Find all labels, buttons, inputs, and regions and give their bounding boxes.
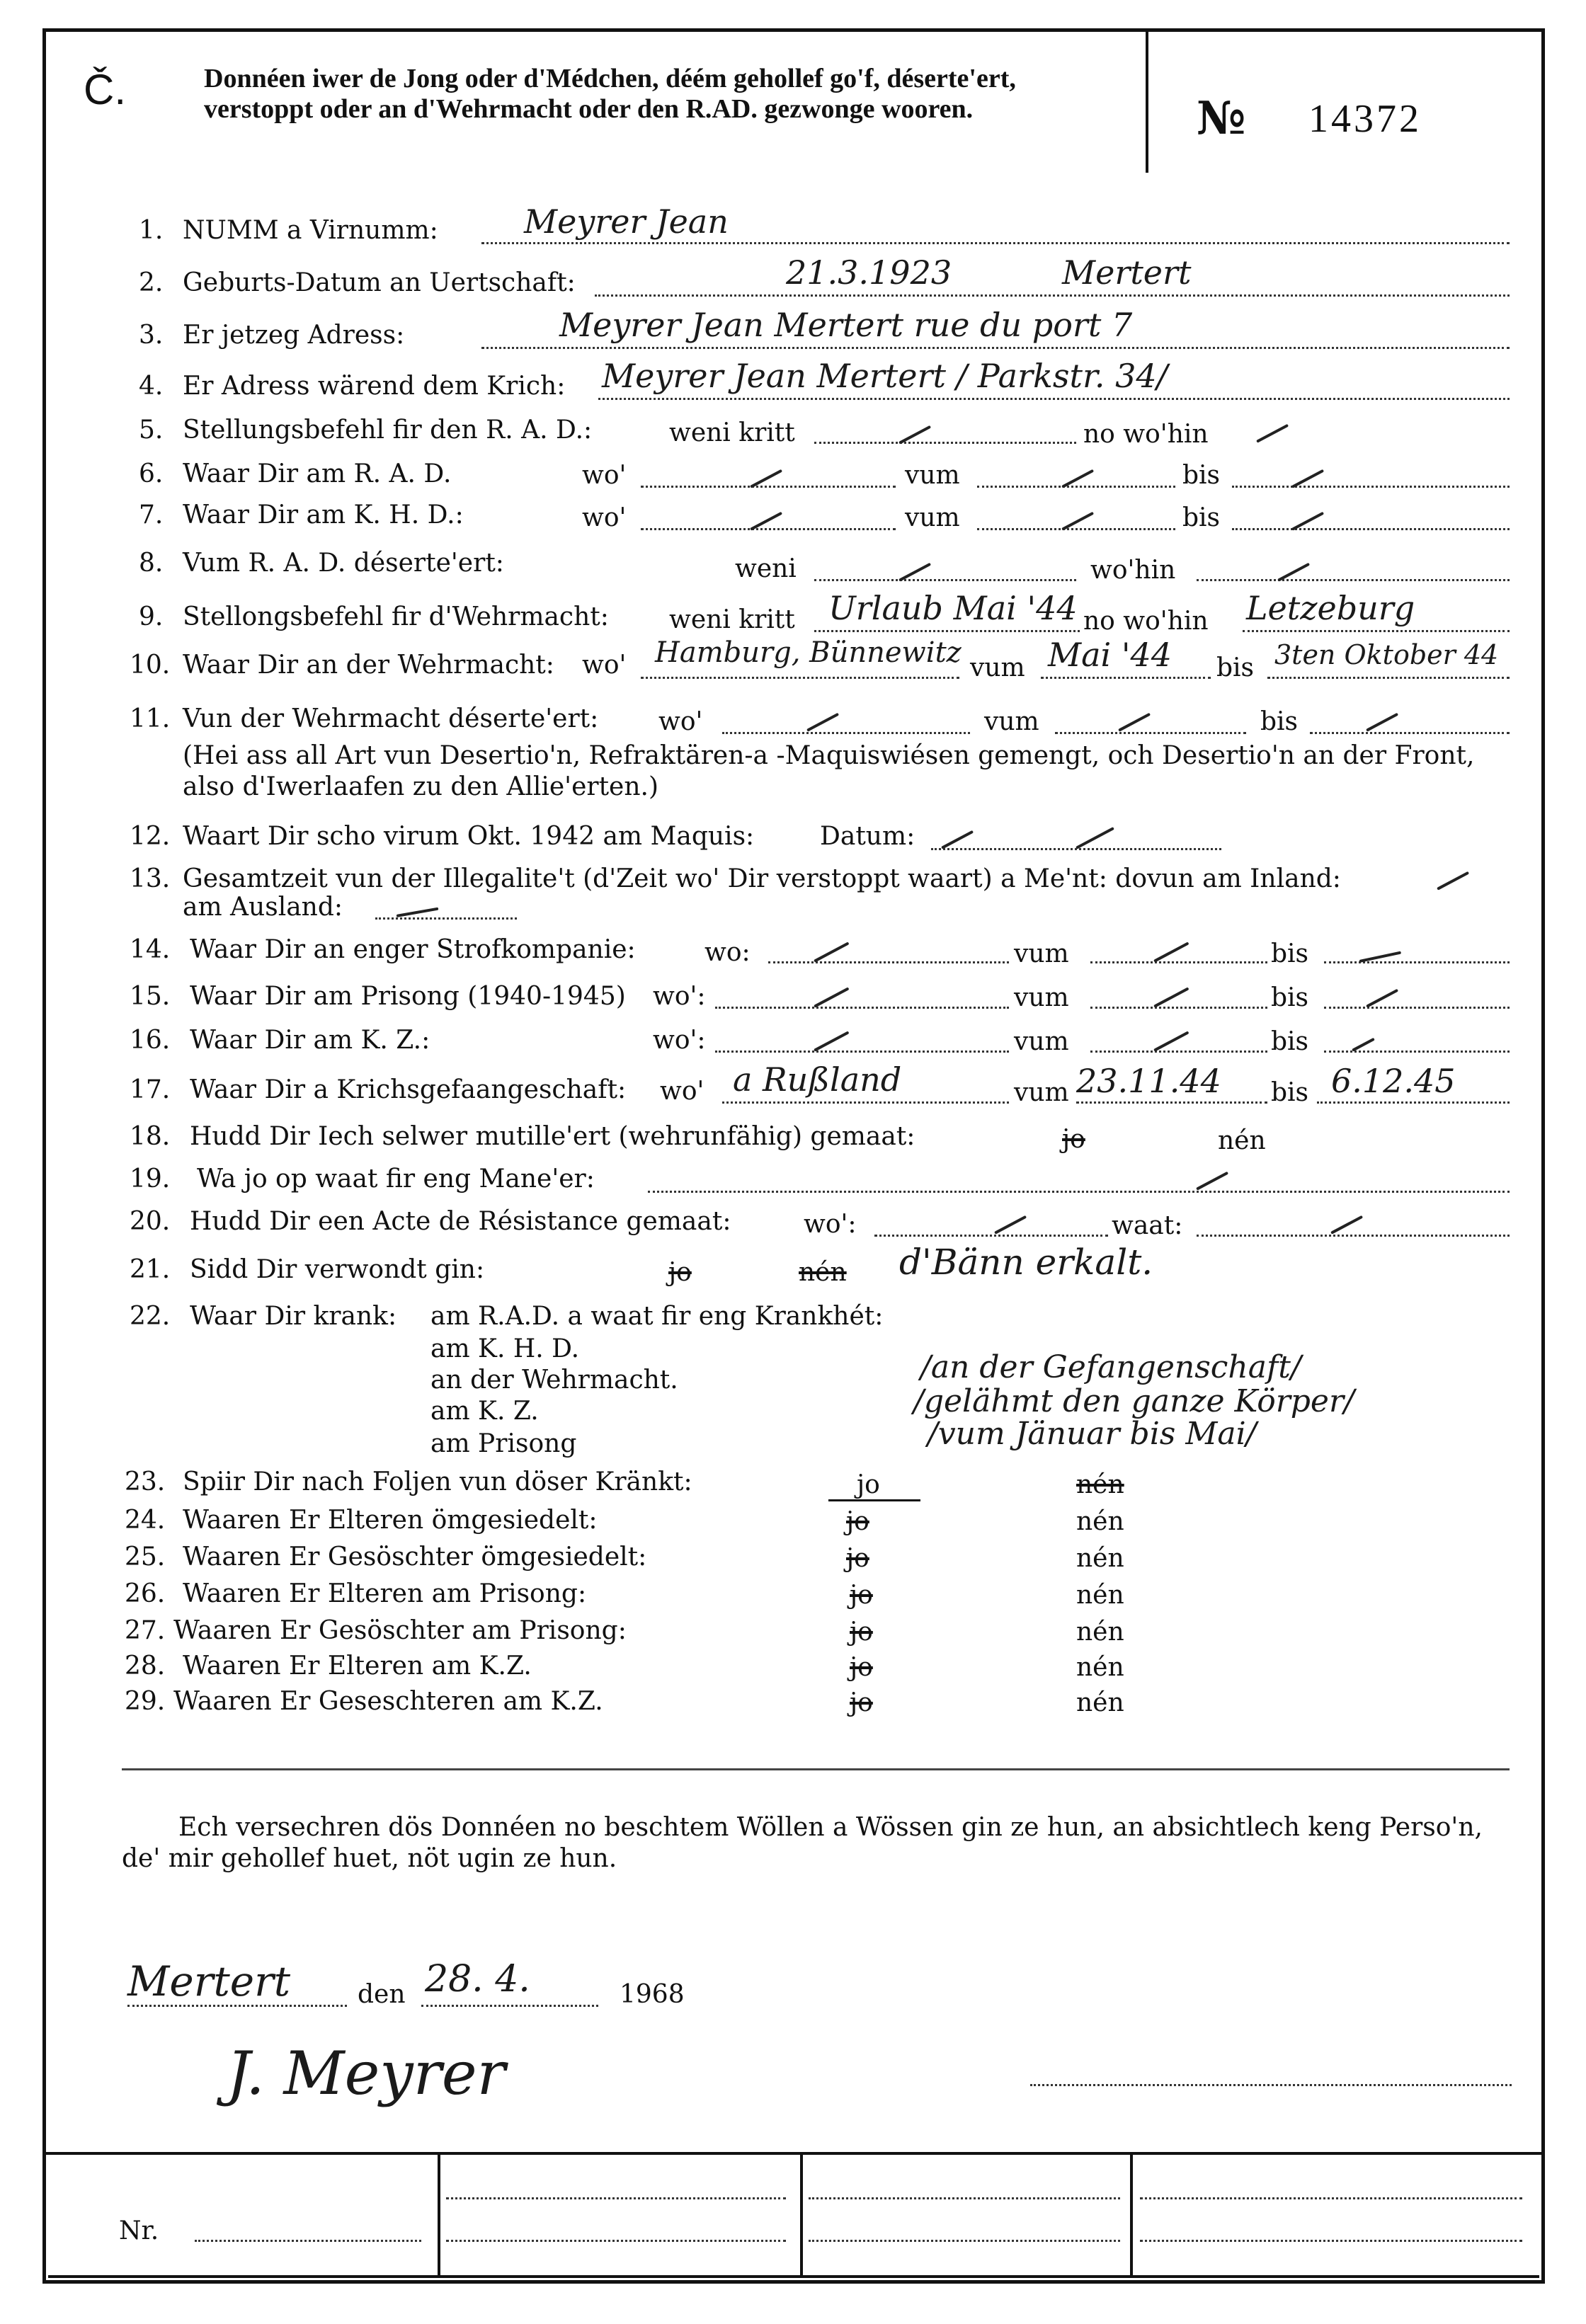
row-10-vum-line <box>1041 677 1211 679</box>
row-19-number: 19. <box>130 1164 171 1194</box>
declaration-text: Ech versechren dös Donnéen no beschtem Wöllen a Wössen gin ze hun, an absichtlech keng Perso'n, de' mir gehollef huet, nöt ugin ze hun. <box>122 1813 1483 1873</box>
row-7-wo-line <box>641 528 896 530</box>
row-22-value-line-1: /an der Gefangenschaft/ <box>920 1349 1301 1385</box>
row-9-where-value: Letzeburg <box>1246 589 1415 627</box>
row-19-line <box>648 1191 1510 1193</box>
row-7-bis-line <box>1232 528 1510 530</box>
row-14-number: 14. <box>130 935 171 964</box>
row-17-vum-value: 23.11.44 <box>1076 1062 1221 1100</box>
row-20-wo-line <box>874 1235 1108 1237</box>
row-17-number: 17. <box>130 1075 171 1104</box>
row-10-label: Waar Dir an der Wehrmacht: <box>183 651 554 680</box>
row-25-jo: jo <box>846 1544 869 1573</box>
row-13-abroad-line <box>375 917 517 920</box>
row-20-label: Hudd Dir een Acte de Résistance gemaat: <box>190 1207 731 1236</box>
row-11-label: Vun der Wehrmacht déserte'ert: <box>183 704 599 733</box>
row-7-number: 7. <box>139 500 164 530</box>
row-6-bis-line <box>1232 486 1510 488</box>
row-10-bis-value: 3ten Oktober 44 <box>1274 639 1499 670</box>
row-21-jo: jo <box>668 1258 692 1287</box>
row-14-wo: wo: <box>704 938 751 967</box>
row-8-where: wo'hin <box>1090 556 1176 585</box>
signing-den: den <box>358 1980 406 2009</box>
bottom-double-rule <box>48 2275 1539 2278</box>
row-6-vum: vum <box>905 461 960 490</box>
row-9-number: 9. <box>139 602 164 631</box>
row-20-wo: wo': <box>804 1210 857 1239</box>
footer-col-2 <box>800 2152 803 2278</box>
row-5-where-label: no wo'hin <box>1083 420 1209 449</box>
row-14-label: Waar Dir an enger Strofkompanie: <box>190 935 636 964</box>
row-6-vum-line <box>977 486 1175 488</box>
row-7-vum: vum <box>905 503 960 532</box>
row-2-birth-place: Mertert <box>1062 253 1192 292</box>
row-6-wo: wo' <box>582 461 627 490</box>
row-22-item-prisong: am Prisong <box>430 1429 577 1458</box>
row-16-bis: bis <box>1271 1027 1309 1056</box>
row-17-bis-line <box>1317 1101 1510 1104</box>
row-16-wo-line <box>715 1051 1009 1053</box>
header-text: Donnéen iwer de Jong oder d'Médchen, déém gehollef go'f, déserte'ert, verstoppt oder an d'Wehrmacht oder den R.AD. gezwonge wooren. <box>204 64 1016 124</box>
row-17-vum: vum <box>1014 1078 1069 1107</box>
header-divider <box>1146 31 1148 173</box>
row-11-bis-line <box>1310 732 1510 734</box>
row-11-wo-line <box>722 732 970 734</box>
row-22-value-line-3: /vum Jänuar bis Mai/ <box>928 1416 1257 1452</box>
row-6-number: 6. <box>139 459 164 488</box>
footer-col3-line-2 <box>809 2240 1120 2242</box>
row-12-date-label: Datum: <box>820 822 915 851</box>
row-12-label: Waart Dir scho virum Okt. 1942 am Maquis: <box>183 822 755 851</box>
row-7-wo: wo' <box>582 503 627 532</box>
row-26-nen: nén <box>1076 1581 1124 1610</box>
row-15-wo: wo': <box>653 982 706 1011</box>
row-5-number: 5. <box>139 416 164 445</box>
row-15-vum: vum <box>1014 983 1069 1012</box>
header-letter: Č. <box>84 66 126 113</box>
row-5-when-label: weni kritt <box>669 418 795 447</box>
row-14-wo-line <box>768 961 1009 963</box>
footer-col4-line-1 <box>1140 2197 1522 2199</box>
row-8-number: 8. <box>139 549 164 578</box>
section-divider <box>122 1768 1510 1770</box>
footer-col3-line-1 <box>809 2197 1120 2199</box>
row-2-label: Geburts-Datum an Uertschaft: <box>183 268 576 297</box>
row-1-name-value: Meyrer Jean <box>524 202 729 241</box>
row-16-vum: vum <box>1014 1027 1069 1056</box>
row-14-vum: vum <box>1014 939 1069 968</box>
row-7-vum-line <box>977 528 1175 530</box>
row-10-vum-value: Mai '44 <box>1048 636 1173 674</box>
row-3-line <box>481 347 1510 349</box>
row-10-vum: vum <box>970 653 1025 682</box>
row-16-number: 16. <box>130 1026 171 1055</box>
row-4-wartime-address: Meyrer Jean Mertert / Parkstr. 34/ <box>602 357 1168 395</box>
row-18-label: Hudd Dir Iech selwer mutille'ert (wehrunfähig) gemaat: <box>190 1122 915 1151</box>
row-28-nen: nén <box>1076 1653 1124 1682</box>
footer-col-3 <box>1130 2152 1133 2278</box>
row-5-when-line <box>814 442 1076 444</box>
row-14-bis: bis <box>1271 939 1309 968</box>
row-16-label: Waar Dir am K. Z.: <box>190 1026 430 1055</box>
row-21-number: 21. <box>130 1255 171 1284</box>
footer-nr-line <box>195 2240 421 2242</box>
row-9-when-line <box>814 630 1080 632</box>
row-26-label: Waaren Er Elteren am Prisong: <box>183 1579 587 1608</box>
row-29-nen: nén <box>1076 1688 1124 1717</box>
row-25-label: Waaren Er Gesöschter ömgesiedelt: <box>183 1542 647 1572</box>
row-27-number: 27. <box>125 1616 166 1645</box>
row-17-wo-line <box>722 1101 1009 1104</box>
number-sign: № <box>1197 92 1246 145</box>
row-4-line <box>598 398 1510 400</box>
row-21-label: Sidd Dir verwondt gin: <box>190 1255 485 1284</box>
row-25-nen: nén <box>1076 1544 1124 1573</box>
row-15-bis-line <box>1324 1007 1510 1009</box>
row-7-bis: bis <box>1182 503 1221 532</box>
row-23-jo: jo <box>857 1470 880 1499</box>
form-number: 14372 <box>1308 97 1422 141</box>
footer-col2-line-2 <box>446 2240 786 2242</box>
row-3-number: 3. <box>139 321 164 350</box>
row-9-when-value: Urlaub Mai '44 <box>828 589 1078 627</box>
row-10-wo-value: Hamburg, Bünnewitz <box>655 636 962 669</box>
signing-year: 1968 <box>620 1980 685 2009</box>
row-4-label: Er Adress wärend dem Krich: <box>183 372 566 401</box>
row-1-number: 1. <box>139 216 164 245</box>
row-23-jo-underline <box>828 1499 920 1501</box>
row-10-bis-line <box>1267 677 1510 679</box>
row-9-when: weni kritt <box>669 605 795 634</box>
row-2-birth-date: 21.3.1923 <box>786 253 952 292</box>
row-26-jo: jo <box>850 1581 873 1610</box>
row-28-jo: jo <box>850 1653 873 1682</box>
row-26-number: 26. <box>125 1579 166 1608</box>
row-11-vum: vum <box>984 707 1039 736</box>
row-11-note: (Hei ass all Art vun Desertio'n, Refraktären-a -Maquiswiésen gemengt, och Desertio'n an der Front, also d'Iwerlaafen zu den Allie'erten.) <box>183 741 1475 801</box>
row-24-jo: jo <box>846 1507 869 1536</box>
row-16-vum-line <box>1090 1051 1267 1053</box>
row-19-label: Wa jo op waat fir eng Mane'er: <box>197 1164 595 1194</box>
row-10-bis: bis <box>1216 653 1255 682</box>
row-1-line <box>481 242 1510 244</box>
signing-place-line <box>127 2005 347 2007</box>
row-17-wo-value: a Rußland <box>733 1060 902 1099</box>
row-13-number: 13. <box>130 864 171 893</box>
row-17-vum-line <box>1076 1101 1267 1104</box>
row-23-nen: nén <box>1076 1470 1124 1499</box>
row-15-number: 15. <box>130 982 171 1011</box>
row-18-number: 18. <box>130 1122 171 1151</box>
signing-place: Mertert <box>127 1957 291 2005</box>
row-22-item-khd: am K. H. D. <box>430 1334 580 1363</box>
row-11-wo: wo' <box>658 707 703 736</box>
row-15-wo-line <box>715 1007 1009 1009</box>
row-3-label: Er jetzeg Adress: <box>183 321 405 350</box>
row-22-item-kz: am K. Z. <box>430 1397 539 1426</box>
row-16-wo: wo': <box>653 1026 706 1055</box>
row-3-address-value: Meyrer Jean Mertert rue du port 7 <box>559 306 1133 344</box>
row-14-vum-line <box>1090 961 1267 963</box>
row-23-number: 23. <box>125 1467 166 1496</box>
row-6-bis: bis <box>1182 461 1221 490</box>
row-25-number: 25. <box>125 1542 166 1572</box>
row-29-jo: jo <box>850 1688 873 1717</box>
row-9-where: no wo'hin <box>1083 607 1209 636</box>
row-17-wo: wo' <box>660 1077 704 1106</box>
signing-date: 28. 4. <box>425 1958 530 2000</box>
row-1-label: NUMM a Virnumm: <box>183 216 438 245</box>
row-10-wo-line <box>641 677 959 679</box>
row-29-label: Waaren Er Geseschteren am K.Z. <box>173 1687 603 1716</box>
footer-col-1 <box>438 2152 440 2278</box>
row-8-label: Vum R. A. D. déserte'ert: <box>183 549 504 578</box>
row-9-where-line <box>1243 630 1510 632</box>
row-6-label: Waar Dir am R. A. D. <box>183 459 452 488</box>
row-27-nen: nén <box>1076 1618 1124 1647</box>
footer-top-rule <box>44 2152 1544 2155</box>
row-11-vum-line <box>1055 732 1246 734</box>
row-27-label: Waaren Er Gesöschter am Prisong: <box>173 1616 627 1645</box>
footer-nr-label: Nr. <box>119 2216 159 2245</box>
signing-date-line <box>421 2005 598 2007</box>
row-20-waat-line <box>1197 1235 1510 1237</box>
row-8-when-line <box>814 579 1076 581</box>
row-21-value: d'Bänn erkalt. <box>899 1242 1153 1283</box>
row-18-nen: nén <box>1218 1126 1266 1155</box>
row-22-item-rad: am R.A.D. a waat fir eng Krankhét: <box>430 1302 884 1331</box>
footer-col4-line-2 <box>1140 2240 1522 2242</box>
row-28-label: Waaren Er Elteren am K.Z. <box>183 1652 532 1681</box>
row-20-number: 20. <box>130 1207 171 1236</box>
row-21-nen: nén <box>799 1258 847 1287</box>
row-29-number: 29. <box>125 1687 166 1716</box>
row-9-label: Stellongsbefehl fir d'Wehrmacht: <box>183 602 609 631</box>
signature: J. Meyrer <box>227 2039 506 2108</box>
row-14-bis-line <box>1324 961 1510 963</box>
row-11-number: 11. <box>130 704 171 733</box>
row-20-waat: waat: <box>1112 1211 1183 1240</box>
row-22-number: 22. <box>130 1302 171 1331</box>
row-11-bis: bis <box>1260 707 1299 736</box>
row-27-jo: jo <box>850 1618 873 1647</box>
row-2-line <box>595 294 1510 297</box>
row-15-bis: bis <box>1271 983 1309 1012</box>
row-22-label: Waar Dir krank: <box>190 1302 397 1331</box>
row-13-label: Gesamtzeit vun der Illegalite't (d'Zeit wo' Dir verstoppt waart) a Me'nt: dovun am Inland: <box>183 864 1341 893</box>
row-18-jo: jo <box>1062 1125 1085 1154</box>
row-22-item-wehrmacht: an der Wehrmacht. <box>430 1366 678 1395</box>
row-17-bis: bis <box>1271 1078 1309 1107</box>
row-4-number: 4. <box>139 372 164 401</box>
row-8-where-line <box>1197 579 1510 581</box>
row-24-number: 24. <box>125 1506 166 1535</box>
row-7-label: Waar Dir am K. H. D.: <box>183 500 464 530</box>
footer-col2-line-1 <box>446 2197 786 2199</box>
row-10-number: 10. <box>130 651 171 680</box>
row-5-label: Stellungsbefehl fir den R. A. D.: <box>183 416 593 445</box>
row-6-wo-line <box>641 486 896 488</box>
row-15-label: Waar Dir am Prisong (1940-1945) <box>190 982 626 1011</box>
row-24-nen: nén <box>1076 1507 1124 1536</box>
row-28-number: 28. <box>125 1652 166 1681</box>
row-23-label: Spiir Dir nach Foljen vun döser Kränkt: <box>183 1467 692 1496</box>
row-24-label: Waaren Er Elteren ömgesiedelt: <box>183 1506 598 1535</box>
row-10-wo: wo' <box>582 651 627 680</box>
row-2-number: 2. <box>139 268 164 297</box>
signature-line <box>1030 2084 1512 2086</box>
row-22-value-line-2: /gelähmt den ganze Körper/ <box>913 1383 1354 1419</box>
row-13-abroad-label: am Ausland: <box>183 893 343 922</box>
row-15-vum-line <box>1090 1007 1267 1009</box>
row-8-when: weni <box>735 554 797 583</box>
row-12-number: 12. <box>130 822 171 851</box>
row-17-label: Waar Dir a Krichsgefaangeschaft: <box>190 1075 627 1104</box>
row-17-bis-value: 6.12.45 <box>1331 1062 1456 1100</box>
